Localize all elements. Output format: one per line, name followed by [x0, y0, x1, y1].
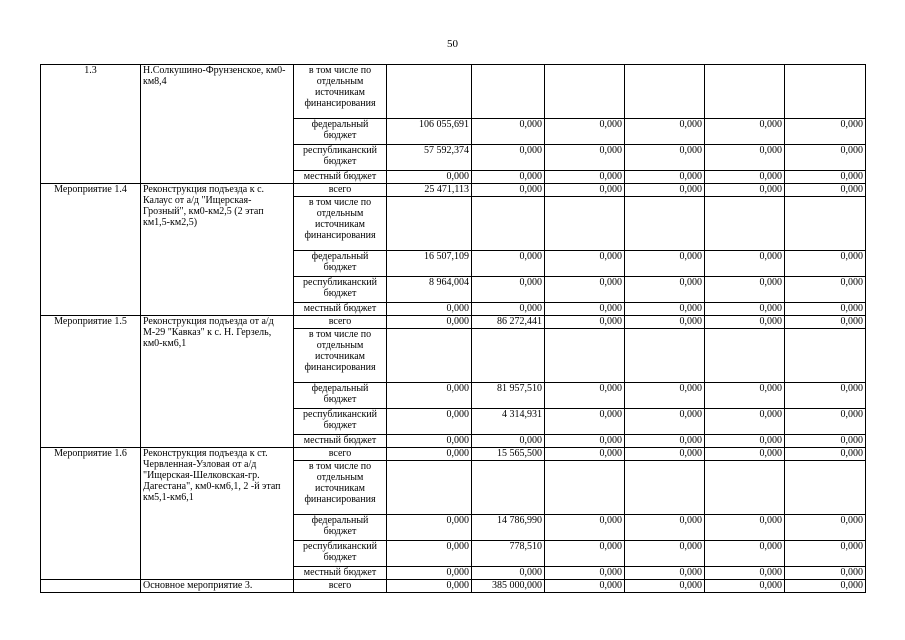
amount-cell: 0,000 [387, 316, 472, 329]
measure-name-cell: Реконструкция подъезда к с. Калаус от а/д "Ищерская-Грозный", км0-км2,5 (2 этап км1,5-км2,5) [141, 184, 294, 316]
amount-cell: 0,000 [387, 409, 472, 435]
table-row [41, 316, 866, 329]
amount-cell: 0,000 [705, 448, 785, 461]
page-number: 50 [447, 38, 458, 50]
amount-cell: 0,000 [625, 448, 705, 461]
table-row [41, 184, 866, 197]
table-row [41, 65, 866, 119]
amount-cell: 0,000 [545, 171, 625, 184]
amount-cell: 16 507,109 [387, 251, 472, 277]
amount-cell: 0,000 [785, 145, 866, 171]
amount-cell: 0,000 [705, 251, 785, 277]
amount-cell: 4 314,931 [472, 409, 545, 435]
amount-cell: 0,000 [625, 409, 705, 435]
funding-source-cell: всего [294, 316, 387, 329]
amount-cell: 25 471,113 [387, 184, 472, 197]
funding-source-cell: в том числе по отдельным источникам финансирования [294, 329, 387, 383]
amount-cell: 0,000 [705, 515, 785, 541]
funding-source-cell: местный бюджет [294, 171, 387, 184]
amount-cell: 0,000 [785, 567, 866, 580]
amount-cell: 0,000 [545, 119, 625, 145]
amount-cell: 0,000 [705, 145, 785, 171]
amount-cell: 0,000 [625, 383, 705, 409]
amount-cell: 0,000 [545, 303, 625, 316]
amount-cell [625, 197, 705, 251]
table-row [41, 580, 866, 593]
amount-cell: 0,000 [387, 541, 472, 567]
amount-cell: 0,000 [387, 303, 472, 316]
funding-source-cell: республиканский бюджет [294, 541, 387, 567]
amount-cell: 0,000 [472, 119, 545, 145]
funding-source-cell: в том числе по отдельным источникам финансирования [294, 197, 387, 251]
amount-cell [472, 461, 545, 515]
amount-cell [472, 329, 545, 383]
amount-cell: 0,000 [705, 580, 785, 593]
measure-code-cell: 1.3 [41, 65, 141, 184]
amount-cell [785, 461, 866, 515]
amount-cell: 385 000,000 [472, 580, 545, 593]
amount-cell: 0,000 [472, 184, 545, 197]
amount-cell: 0,000 [705, 316, 785, 329]
funding-source-cell: в том числе по отдельным источникам финансирования [294, 461, 387, 515]
amount-cell [785, 197, 866, 251]
funding-source-cell: всего [294, 448, 387, 461]
amount-cell: 0,000 [545, 515, 625, 541]
amount-cell: 0,000 [705, 303, 785, 316]
funding-source-cell: федеральный бюджет [294, 383, 387, 409]
amount-cell [705, 65, 785, 119]
amount-cell [625, 461, 705, 515]
amount-cell: 0,000 [472, 567, 545, 580]
funding-source-cell: федеральный бюджет [294, 515, 387, 541]
measure-code-cell [41, 580, 141, 593]
amount-cell: 57 592,374 [387, 145, 472, 171]
amount-cell: 0,000 [625, 541, 705, 567]
amount-cell: 0,000 [472, 171, 545, 184]
amount-cell: 0,000 [387, 383, 472, 409]
amount-cell: 15 565,500 [472, 448, 545, 461]
funding-source-cell: всего [294, 184, 387, 197]
amount-cell: 0,000 [705, 541, 785, 567]
amount-cell [785, 65, 866, 119]
amount-cell: 0,000 [785, 303, 866, 316]
amount-cell [387, 65, 472, 119]
amount-cell: 778,510 [472, 541, 545, 567]
amount-cell: 0,000 [785, 383, 866, 409]
amount-cell: 0,000 [785, 251, 866, 277]
amount-cell: 0,000 [545, 251, 625, 277]
amount-cell: 0,000 [785, 409, 866, 435]
amount-cell: 0,000 [387, 171, 472, 184]
amount-cell: 0,000 [545, 580, 625, 593]
amount-cell [472, 65, 545, 119]
amount-cell: 0,000 [625, 145, 705, 171]
amount-cell: 0,000 [472, 145, 545, 171]
measure-code-cell: Мероприятие 1.4 [41, 184, 141, 316]
amount-cell [705, 329, 785, 383]
amount-cell: 0,000 [785, 580, 866, 593]
amount-cell [705, 461, 785, 515]
amount-cell: 0,000 [625, 184, 705, 197]
amount-cell: 0,000 [472, 303, 545, 316]
amount-cell: 0,000 [785, 541, 866, 567]
funding-source-cell: в том числе по отдельным источникам финансирования [294, 65, 387, 119]
amount-cell: 0,000 [785, 119, 866, 145]
amount-cell: 0,000 [705, 383, 785, 409]
amount-cell: 0,000 [545, 145, 625, 171]
amount-cell: 0,000 [472, 251, 545, 277]
amount-cell: 0,000 [625, 567, 705, 580]
amount-cell: 0,000 [705, 277, 785, 303]
amount-cell: 0,000 [625, 580, 705, 593]
amount-cell: 0,000 [705, 184, 785, 197]
amount-cell [387, 461, 472, 515]
amount-cell: 0,000 [705, 435, 785, 448]
amount-cell [545, 329, 625, 383]
amount-cell: 0,000 [785, 184, 866, 197]
amount-cell: 0,000 [545, 567, 625, 580]
amount-cell [545, 65, 625, 119]
amount-cell: 0,000 [625, 435, 705, 448]
amount-cell: 0,000 [625, 303, 705, 316]
amount-cell: 0,000 [387, 580, 472, 593]
measure-code-cell: Мероприятие 1.5 [41, 316, 141, 448]
amount-cell: 0,000 [545, 277, 625, 303]
amount-cell [785, 329, 866, 383]
amount-cell: 0,000 [625, 171, 705, 184]
amount-cell: 0,000 [705, 409, 785, 435]
amount-cell: 0,000 [785, 448, 866, 461]
amount-cell: 0,000 [785, 515, 866, 541]
amount-cell: 0,000 [785, 171, 866, 184]
amount-cell: 0,000 [545, 541, 625, 567]
amount-cell: 0,000 [387, 567, 472, 580]
amount-cell [545, 461, 625, 515]
funding-source-cell: местный бюджет [294, 435, 387, 448]
amount-cell: 0,000 [705, 171, 785, 184]
budget-table [40, 64, 866, 593]
funding-source-cell: местный бюджет [294, 567, 387, 580]
amount-cell [387, 329, 472, 383]
amount-cell [625, 65, 705, 119]
amount-cell: 0,000 [785, 277, 866, 303]
amount-cell [705, 197, 785, 251]
funding-source-cell: республиканский бюджет [294, 145, 387, 171]
measure-name-cell: Реконструкция подъезда от а/д М-29 "Кавказ" к с. Н. Герзель, км0-км6,1 [141, 316, 294, 448]
amount-cell: 0,000 [625, 316, 705, 329]
amount-cell: 0,000 [545, 316, 625, 329]
amount-cell: 0,000 [387, 448, 472, 461]
measure-name-cell: Н.Солкушино-Фрунзенское, км0-км8,4 [141, 65, 294, 184]
amount-cell: 0,000 [625, 251, 705, 277]
measure-code-cell: Мероприятие 1.6 [41, 448, 141, 580]
funding-source-cell: федеральный бюджет [294, 251, 387, 277]
amount-cell [472, 197, 545, 251]
amount-cell: 8 964,004 [387, 277, 472, 303]
funding-source-cell: местный бюджет [294, 303, 387, 316]
amount-cell: 86 272,441 [472, 316, 545, 329]
amount-cell: 0,000 [705, 567, 785, 580]
amount-cell: 14 786,990 [472, 515, 545, 541]
funding-source-cell: республиканский бюджет [294, 409, 387, 435]
amount-cell: 0,000 [625, 515, 705, 541]
amount-cell: 0,000 [545, 383, 625, 409]
amount-cell: 0,000 [472, 435, 545, 448]
amount-cell: 0,000 [785, 435, 866, 448]
amount-cell: 0,000 [472, 277, 545, 303]
amount-cell: 106 055,691 [387, 119, 472, 145]
amount-cell: 0,000 [545, 448, 625, 461]
measure-name-cell: Реконструкция подъезда к ст. Червленная-Узловая от а/д "Ищерская-Шелковская-гр. Дагестана", км0-км6,1, 2 -й этап км5,1-км6,1 [141, 448, 294, 580]
amount-cell: 0,000 [705, 119, 785, 145]
amount-cell: 81 957,510 [472, 383, 545, 409]
amount-cell: 0,000 [625, 119, 705, 145]
funding-source-cell: республиканский бюджет [294, 277, 387, 303]
amount-cell: 0,000 [545, 409, 625, 435]
table-row [41, 448, 866, 461]
amount-cell: 0,000 [387, 515, 472, 541]
amount-cell: 0,000 [387, 435, 472, 448]
funding-source-cell: всего [294, 580, 387, 593]
amount-cell: 0,000 [545, 184, 625, 197]
amount-cell [387, 197, 472, 251]
amount-cell: 0,000 [785, 316, 866, 329]
amount-cell [625, 329, 705, 383]
amount-cell: 0,000 [625, 277, 705, 303]
amount-cell [545, 197, 625, 251]
amount-cell: 0,000 [545, 435, 625, 448]
funding-source-cell: федеральный бюджет [294, 119, 387, 145]
measure-name-cell: Основное мероприятие 3. [141, 580, 294, 593]
